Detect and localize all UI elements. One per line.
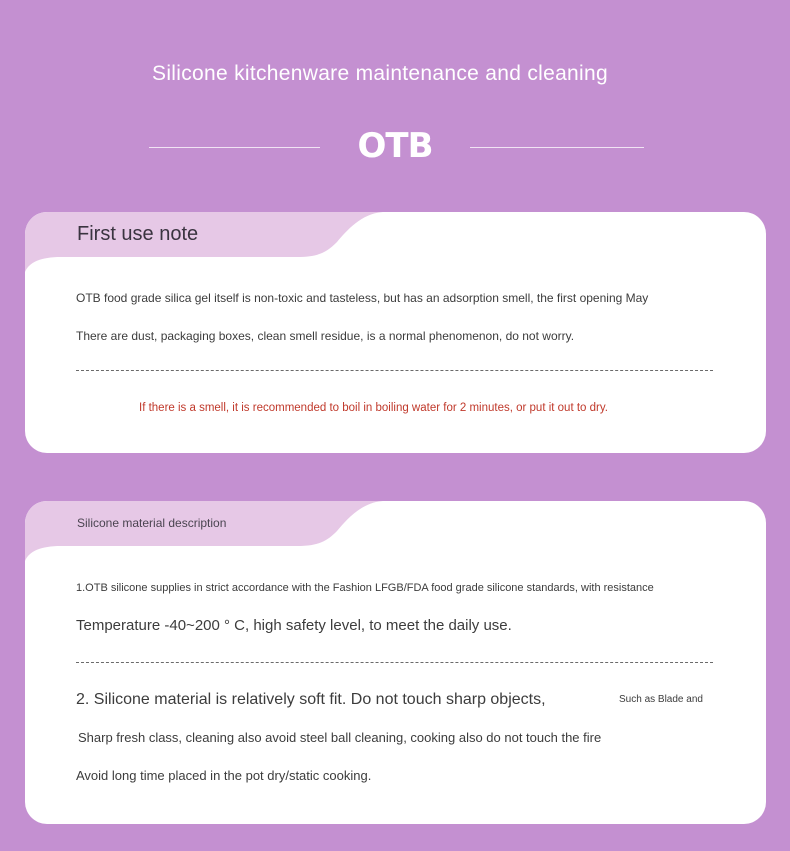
material-line-2: Temperature -40~200 ° C, high safety level, to meet the daily use. (76, 617, 512, 634)
note-line-1: OTB food grade silica gel itself is non-toxic and tasteless, but has an adsorption smell, the first opening May (76, 291, 649, 305)
material-line-3: 2. Silicone material is relatively soft fit. Do not touch sharp objects, (76, 691, 546, 708)
material-line-5: Avoid long time placed in the pot dry/static cooking. (76, 768, 372, 783)
page-title: Silicone kitchenware maintenance and cleaning (152, 62, 608, 85)
material-line-3-small: Such as Blade and (619, 694, 703, 705)
tab-shape (25, 501, 766, 571)
dashed-divider (76, 662, 713, 663)
material-line-1: 1.OTB silicone supplies in strict accordance with the Fashion LFGB/FDA food grade silicone standards, with resistance (76, 582, 654, 594)
divider-right (470, 147, 644, 148)
divider-left (149, 147, 320, 148)
card-tab-label: Silicone material description (77, 516, 227, 530)
card-tab-label: First use note (77, 223, 199, 245)
note-line-2: There are dust, packaging boxes, clean smell residue, is a normal phenomenon, do not worry. (76, 329, 575, 343)
smell-tip: If there is a smell, it is recommended to boil in boiling water for 2 minutes, or put it out to dry. (139, 402, 608, 414)
dashed-divider (76, 370, 713, 371)
brand-logo: OTB (357, 126, 433, 166)
material-line-4: Sharp fresh class, cleaning also avoid steel ball cleaning, cooking also do not touch the fire (78, 730, 602, 745)
first-use-note-card (25, 212, 766, 453)
material-description-card (25, 501, 766, 824)
